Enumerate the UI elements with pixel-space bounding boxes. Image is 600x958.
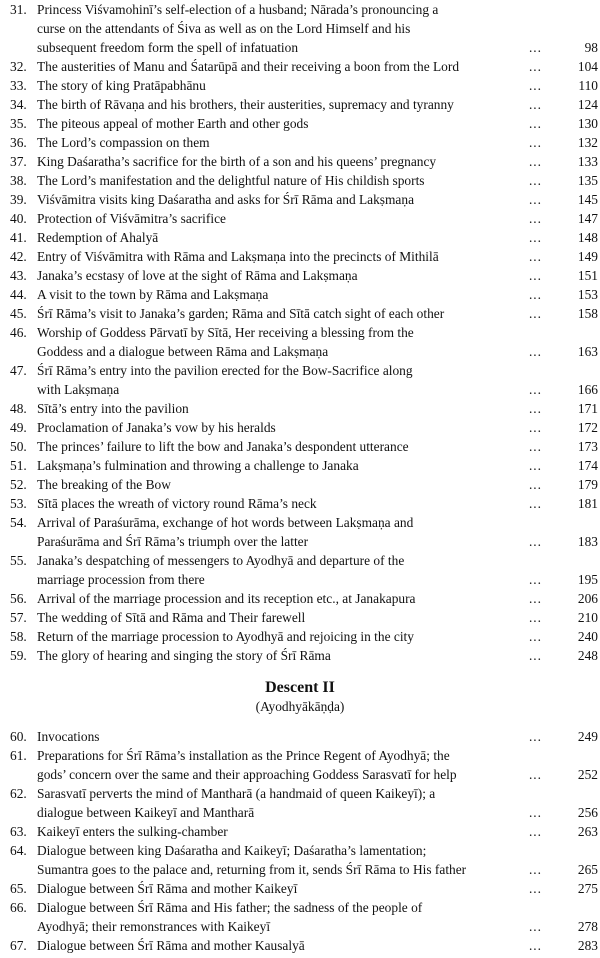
entry-title-line: curse on the attendants of Śiva as well as on the Lord Himself and his — [37, 21, 411, 36]
toc-entry — [0, 608, 600, 627]
entry-title-line: A visit to the town by Rāma and Lakṣmaṇa — [37, 287, 269, 302]
entry-title-line: Dialogue between king Daśaratha and Kaikeyī; Daśaratha’s lamentation; — [37, 843, 427, 858]
entry-page-number: 147 — [577, 211, 598, 226]
toc-entry — [0, 418, 600, 437]
toc-entry — [0, 266, 600, 285]
entry-title — [37, 746, 528, 784]
entry-title — [37, 646, 528, 665]
entry-number: 45. — [10, 306, 27, 321]
entry-title-line: with Lakṣmaṇa — [37, 382, 120, 397]
entry-page-number: 183 — [577, 534, 598, 549]
entry-number: 31. — [10, 2, 27, 17]
entry-number: 67. — [10, 938, 27, 953]
entry-page-number: 163 — [577, 344, 598, 359]
entry-leader-dots: ... — [528, 938, 542, 953]
section-title: Descent II — [265, 679, 335, 696]
entry-number: 54. — [10, 515, 27, 530]
toc-entry — [0, 190, 600, 209]
entry-title-line: Protection of Viśvāmitra’s sacrifice — [37, 211, 226, 226]
toc-entry — [0, 95, 600, 114]
entry-title-line: Dialogue between Śrī Rāma and His father; the sadness of the people of — [37, 900, 423, 915]
entry-title-line: King Daśaratha’s sacrifice for the birth of a son and his queens’ pregnancy — [37, 154, 437, 169]
toc-entry — [0, 822, 600, 841]
toc-entry — [0, 513, 600, 551]
entry-page-number: 148 — [577, 230, 598, 245]
entry-number: 60. — [10, 729, 27, 744]
entry-title-line: Sītā places the wreath of victory round Rāma’s neck — [37, 496, 317, 511]
entry-page-number: 110 — [578, 78, 598, 93]
entry-title — [37, 898, 528, 936]
entry-page-number: 135 — [577, 173, 598, 188]
toc-entry — [0, 646, 600, 665]
entry-leader-dots: ... — [528, 97, 542, 112]
entry-leader-dots: ... — [528, 648, 542, 663]
entry-title — [37, 841, 528, 879]
entry-title-line: The princes’ failure to lift the bow and Janaka’s despondent utterance — [37, 439, 409, 454]
entry-number: 42. — [10, 249, 27, 264]
entry-title-line: Dialogue between Śrī Rāma and mother Kausalyā — [37, 938, 305, 953]
entry-page-number: 248 — [577, 648, 598, 663]
entry-title — [37, 437, 528, 456]
entry-number: 48. — [10, 401, 27, 416]
entry-title-line: The birth of Rāvaṇa and his brothers, their austerities, supremacy and tyranny — [37, 97, 454, 112]
entry-number: 34. — [10, 97, 27, 112]
entry-title-line: The austerities of Manu and Śatarūpā and their receiving a boon from the Lord — [37, 59, 460, 74]
entry-title — [37, 879, 528, 898]
entry-title — [37, 456, 528, 475]
entry-number: 57. — [10, 610, 27, 625]
toc-entry — [0, 228, 600, 247]
toc-entry — [0, 589, 600, 608]
entry-number: 50. — [10, 439, 27, 454]
entry-title-line: Redemption of Ahalyā — [37, 230, 159, 245]
toc-entry — [0, 171, 600, 190]
entry-title — [37, 784, 528, 822]
entry-leader-dots: ... — [528, 116, 542, 131]
toc-entry — [0, 247, 600, 266]
entry-number: 63. — [10, 824, 27, 839]
entry-page-number: 252 — [577, 767, 598, 782]
entry-page-number: 153 — [577, 287, 598, 302]
entry-title — [37, 323, 528, 361]
entry-leader-dots: ... — [528, 306, 542, 321]
entry-leader-dots: ... — [528, 477, 542, 492]
entry-title — [37, 247, 528, 266]
entry-number: 36. — [10, 135, 27, 150]
entry-number: 62. — [10, 786, 27, 801]
entry-leader-dots: ... — [528, 173, 542, 188]
entry-title — [37, 133, 528, 152]
entry-leader-dots: ... — [528, 881, 542, 896]
entry-title-line: marriage procession from there — [37, 572, 205, 587]
entry-number: 65. — [10, 881, 27, 896]
entry-title — [37, 494, 528, 513]
section-subtitle: (Ayodhyākāṇḍa) — [255, 699, 345, 714]
entry-leader-dots: ... — [528, 572, 542, 587]
entry-page-number: 172 — [577, 420, 598, 435]
entry-page-number: 265 — [577, 862, 598, 877]
entry-number: 53. — [10, 496, 27, 511]
entry-title-line: The piteous appeal of mother Earth and other gods — [37, 116, 309, 131]
toc-entry — [0, 361, 600, 399]
toc-list-part2 — [0, 727, 600, 955]
entry-number: 52. — [10, 477, 27, 492]
entry-number: 44. — [10, 287, 27, 302]
entry-number: 41. — [10, 230, 27, 245]
entry-title — [37, 152, 528, 171]
entry-title — [37, 399, 528, 418]
entry-title-line: Sumantra goes to the palace and, returning from it, sends Śrī Rāma to His father — [37, 862, 467, 877]
entry-page-number: 210 — [577, 610, 598, 625]
entry-number: 38. — [10, 173, 27, 188]
toc-entry — [0, 285, 600, 304]
entry-number: 66. — [10, 900, 27, 915]
entry-page-number: 174 — [577, 458, 598, 473]
entry-number: 59. — [10, 648, 27, 663]
entry-number: 55. — [10, 553, 27, 568]
entry-page-number: 275 — [577, 881, 598, 896]
entry-title-line: The glory of hearing and singing the story of Śrī Rāma — [37, 648, 331, 663]
entry-page-number: 130 — [577, 116, 598, 131]
entry-page-number: 240 — [577, 629, 598, 644]
entry-title — [37, 228, 528, 247]
entry-page-number: 151 — [577, 268, 598, 283]
entry-number: 64. — [10, 843, 27, 858]
toc-entry — [0, 494, 600, 513]
entry-leader-dots: ... — [528, 629, 542, 644]
entry-page-number: 263 — [577, 824, 598, 839]
toc-entry — [0, 0, 600, 57]
entry-number: 33. — [10, 78, 27, 93]
entry-page-number: 171 — [577, 401, 598, 416]
entry-title — [37, 418, 528, 437]
entry-title-line: The wedding of Sītā and Rāma and Their farewell — [37, 610, 306, 625]
entry-page-number: 179 — [577, 477, 598, 492]
entry-leader-dots: ... — [528, 382, 542, 397]
entry-number: 51. — [10, 458, 27, 473]
entry-leader-dots: ... — [528, 154, 542, 169]
entry-title — [37, 171, 528, 190]
entry-page-number: 132 — [577, 135, 598, 150]
entry-title-line: Entry of Viśvāmitra with Rāma and Lakṣmaṇa into the precincts of Mithilā — [37, 249, 439, 264]
entry-title-line: Sarasvatī perverts the mind of Mantharā (a handmaid of queen Kaikeyī); a — [37, 786, 436, 801]
entry-title-line: The Lord’s compassion on them — [37, 135, 210, 150]
entry-leader-dots: ... — [528, 401, 542, 416]
entry-page-number: 195 — [577, 572, 598, 587]
entry-number: 49. — [10, 420, 27, 435]
entry-leader-dots: ... — [528, 230, 542, 245]
entry-title-line: Sītā’s entry into the pavilion — [37, 401, 189, 416]
entry-title-line: The story of king Pratāpabhānu — [37, 78, 206, 93]
toc-entry — [0, 57, 600, 76]
entry-number: 35. — [10, 116, 27, 131]
entry-leader-dots: ... — [528, 767, 542, 782]
entry-title-line: Goddess and a dialogue between Rāma and Lakṣmaṇa — [37, 344, 329, 359]
entry-page-number: 166 — [577, 382, 598, 397]
entry-leader-dots: ... — [528, 135, 542, 150]
entry-title-line: Arrival of Paraśurāma, exchange of hot words between Lakṣmaṇa and — [37, 515, 414, 530]
entry-leader-dots: ... — [528, 496, 542, 511]
entry-title — [37, 57, 528, 76]
entry-title — [37, 190, 528, 209]
entry-title — [37, 475, 528, 494]
entry-number: 37. — [10, 154, 27, 169]
toc-entry — [0, 898, 600, 936]
entry-title — [37, 513, 528, 551]
toc-entry — [0, 399, 600, 418]
entry-leader-dots: ... — [528, 344, 542, 359]
entry-title — [37, 361, 528, 399]
entry-title-line: Śrī Rāma’s entry into the pavilion erected for the Bow-Sacrifice along — [37, 363, 413, 378]
entry-leader-dots: ... — [528, 805, 542, 820]
toc-entry — [0, 936, 600, 955]
entry-title — [37, 0, 528, 57]
entry-leader-dots: ... — [528, 59, 542, 74]
entry-number: 47. — [10, 363, 27, 378]
entry-title-line: Preparations for Śrī Rāma’s installation as the Prince Regent of Ayodhyā; the — [37, 748, 450, 763]
entry-page-number: 278 — [577, 919, 598, 934]
entry-leader-dots: ... — [528, 211, 542, 226]
entry-title-line: Ayodhyā; their remonstrances with Kaikeyī — [37, 919, 271, 934]
toc-entry — [0, 746, 600, 784]
entry-title — [37, 266, 528, 285]
entry-leader-dots: ... — [528, 40, 542, 55]
entry-title — [37, 209, 528, 228]
entry-title — [37, 608, 528, 627]
entry-number: 39. — [10, 192, 27, 207]
entry-leader-dots: ... — [528, 439, 542, 454]
entry-page-number: 104 — [577, 59, 598, 74]
toc-entry — [0, 76, 600, 95]
entry-leader-dots: ... — [528, 919, 542, 934]
toc-entry — [0, 727, 600, 746]
entry-number: 61. — [10, 748, 27, 763]
toc-entry — [0, 323, 600, 361]
entry-title-line: dialogue between Kaikeyī and Mantharā — [37, 805, 255, 820]
entry-title-line: Proclamation of Janaka’s vow by his heralds — [37, 420, 276, 435]
entry-title-line: Viśvāmitra visits king Daśaratha and asks for Śrī Rāma and Lakṣmaṇa — [37, 192, 415, 207]
entry-title — [37, 76, 528, 95]
toc-entry — [0, 437, 600, 456]
entry-title-line: subsequent freedom form the spell of infatuation — [37, 40, 299, 55]
entry-number: 56. — [10, 591, 27, 606]
toc-entry — [0, 784, 600, 822]
entry-title-line: Paraśurāma and Śrī Rāma’s triumph over the latter — [37, 534, 309, 549]
entry-page-number: 173 — [577, 439, 598, 454]
toc-entry — [0, 456, 600, 475]
entry-leader-dots: ... — [528, 249, 542, 264]
entry-title-line: Janaka’s despatching of messengers to Ayodhyā and departure of the — [37, 553, 405, 568]
entry-title — [37, 936, 528, 955]
entry-number: 40. — [10, 211, 27, 226]
entry-title-line: gods’ concern over the same and their approaching Goddess Sarasvatī for help — [37, 767, 457, 782]
entry-title — [37, 727, 528, 746]
entry-number: 58. — [10, 629, 27, 644]
entry-title — [37, 95, 528, 114]
toc-entry — [0, 133, 600, 152]
entry-page-number: 145 — [577, 192, 598, 207]
entry-number: 32. — [10, 59, 27, 74]
entry-leader-dots: ... — [528, 729, 542, 744]
toc-entry — [0, 475, 600, 494]
entry-leader-dots: ... — [528, 591, 542, 606]
entry-page-number: 206 — [577, 591, 598, 606]
entry-title-line: Return of the marriage procession to Ayodhyā and rejoicing in the city — [37, 629, 414, 644]
entry-leader-dots: ... — [528, 268, 542, 283]
entry-leader-dots: ... — [528, 862, 542, 877]
entry-number: 46. — [10, 325, 27, 340]
entry-page-number: 181 — [577, 496, 598, 511]
entry-title — [37, 589, 528, 608]
entry-leader-dots: ... — [528, 420, 542, 435]
entry-page-number: 124 — [577, 97, 598, 112]
entry-title — [37, 551, 528, 589]
entry-number: 43. — [10, 268, 27, 283]
toc-entry — [0, 841, 600, 879]
toc-entry — [0, 209, 600, 228]
toc-entry — [0, 879, 600, 898]
toc-entry — [0, 551, 600, 589]
entry-leader-dots: ... — [528, 192, 542, 207]
entry-page-number: 133 — [577, 154, 598, 169]
entry-page-number: 249 — [577, 729, 598, 744]
entry-title-line: Kaikeyī enters the sulking-chamber — [37, 824, 228, 839]
entry-leader-dots: ... — [528, 287, 542, 302]
entry-page-number: 149 — [577, 249, 598, 264]
entry-title — [37, 822, 528, 841]
entry-title-line: Lakṣmaṇa’s fulmination and throwing a challenge to Janaka — [37, 458, 359, 473]
toc-entry — [0, 114, 600, 133]
entry-title — [37, 114, 528, 133]
entry-title — [37, 304, 528, 323]
entry-leader-dots: ... — [528, 534, 542, 549]
toc-entry — [0, 152, 600, 171]
entry-title-line: Worship of Goddess Pārvatī by Sītā, Her receiving a blessing from the — [37, 325, 414, 340]
toc-entry — [0, 304, 600, 323]
entry-title-line: Princess Viśvamohinī’s self-election of a husband; Nārada’s pronouncing a — [37, 2, 439, 17]
entry-page-number: 256 — [577, 805, 598, 820]
entry-title-line: Arrival of the marriage procession and its reception etc., at Janakapura — [37, 591, 416, 606]
entry-page-number: 158 — [577, 306, 598, 321]
entry-title — [37, 285, 528, 304]
entry-title-line: Śrī Rāma’s visit to Janaka’s garden; Rāma and Sītā catch sight of each other — [37, 306, 445, 321]
entry-leader-dots: ... — [528, 824, 542, 839]
entry-leader-dots: ... — [528, 78, 542, 93]
entry-page-number: 283 — [577, 938, 598, 953]
entry-title-line: Dialogue between Śrī Rāma and mother Kaikeyī — [37, 881, 298, 896]
entry-title — [37, 627, 528, 646]
entry-leader-dots: ... — [528, 610, 542, 625]
entry-title-line: The breaking of the Bow — [37, 477, 171, 492]
toc-entry — [0, 627, 600, 646]
entry-title-line: The Lord’s manifestation and the delightful nature of His childish sports — [37, 173, 425, 188]
entry-title-line: Janaka’s ecstasy of love at the sight of Rāma and Lakṣmaṇa — [37, 268, 358, 283]
entry-leader-dots: ... — [528, 458, 542, 473]
entry-title-line: Invocations — [37, 729, 100, 744]
entry-page-number: 98 — [584, 40, 598, 55]
